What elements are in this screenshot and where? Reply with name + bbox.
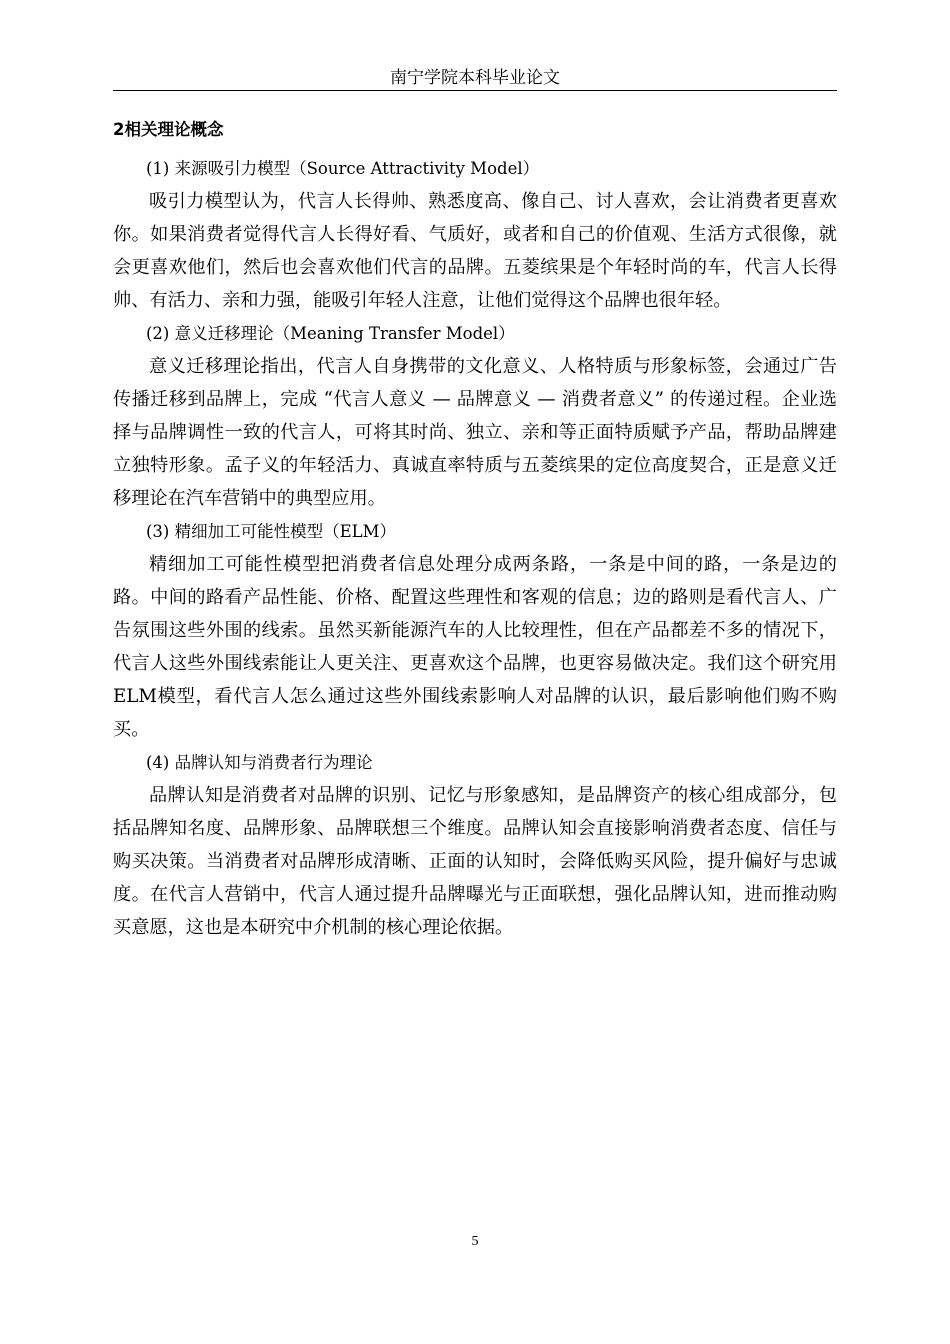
body-paragraph: 意义迁移理论指出，代言人自身携带的文化意义、人格特质与形象标签，会通过广告传播迁移到品牌上，完成 “代言人意义 — 品牌意义 — 消费者意义” 的传递过程。企业选择与品牌调性一致的代言人，可将其时尚、独立、亲和等正面特质赋予产品，帮助品牌建立独特形象。孟子义的年轻活力、真诚直率特质与五菱缤果的定位高度契合，正是意义迁移理论在汽车营销中的典型应用。: [113, 356, 837, 509]
theory-block-3: [113, 515, 837, 746]
theory-block-4: [113, 746, 837, 944]
header-title: 南宁学院本科毕业论文: [390, 68, 560, 88]
subsection-heading: (3) 精细加工可能性模型（ELM）: [146, 522, 397, 541]
subsection-heading: (2) 意义迁移理论（Meaning Transfer Model）: [146, 324, 515, 343]
page-header: [113, 68, 837, 91]
body-paragraph: 品牌认知是消费者对品牌的识别、记忆与形象感知，是品牌资产的核心组成部分，包括品牌知名度、品牌形象、品牌联想三个维度。品牌认知会直接影响消费者态度、信任与购买决策。当消费者对品牌形成清晰、正面的认知时，会降低购买风险，提升偏好与忠诚度。在代言人营销中，代言人通过提升品牌曝光与正面联想，强化品牌认知，进而推动购买意愿，这也是本研究中介机制的核心理论依据。: [113, 785, 837, 938]
theory-block-2: [113, 317, 837, 515]
theory-block-1: [113, 152, 837, 317]
body-paragraph: 吸引力模型认为，代言人长得帅、熟悉度高、像自己、讨人喜欢，会让消费者更喜欢你。如果消费者觉得代言人长得好看、气质好，或者和自己的价值观、生活方式很像，就会更喜欢他们，然后也会喜欢他们代言的品牌。五菱缤果是个年轻时尚的车，代言人长得帅、有活力、亲和力强，能吸引年轻人注意，让他们觉得这个品牌也很年轻。: [113, 191, 837, 311]
page-body: [113, 118, 837, 944]
subsection-heading: (4) 品牌认知与消费者行为理论: [146, 753, 373, 772]
subsection-heading: (1) 来源吸引力模型（Source Attractivity Model）: [146, 159, 540, 178]
section-title: 2相关理论概念: [113, 120, 224, 139]
body-paragraph: 精细加工可能性模型把消费者信息处理分成两条路，一条是中间的路，一条是边的路。中间的路看产品性能、价格、配置这些理性和客观的信息；边的路则是看代言人、广告氛围这些外围的线索。虽然买新能源汽车的人比较理性，但在产品都差不多的情况下，代言人这些外围线索能让人更关注、更喜欢这个品牌，也更容易做决定。我们这个研究用ELM模型，看代言人怎么通过这些外围线索影响人对品牌的认识，最后影响他们购不购买。: [113, 554, 837, 740]
page-number: 5: [471, 1234, 479, 1249]
